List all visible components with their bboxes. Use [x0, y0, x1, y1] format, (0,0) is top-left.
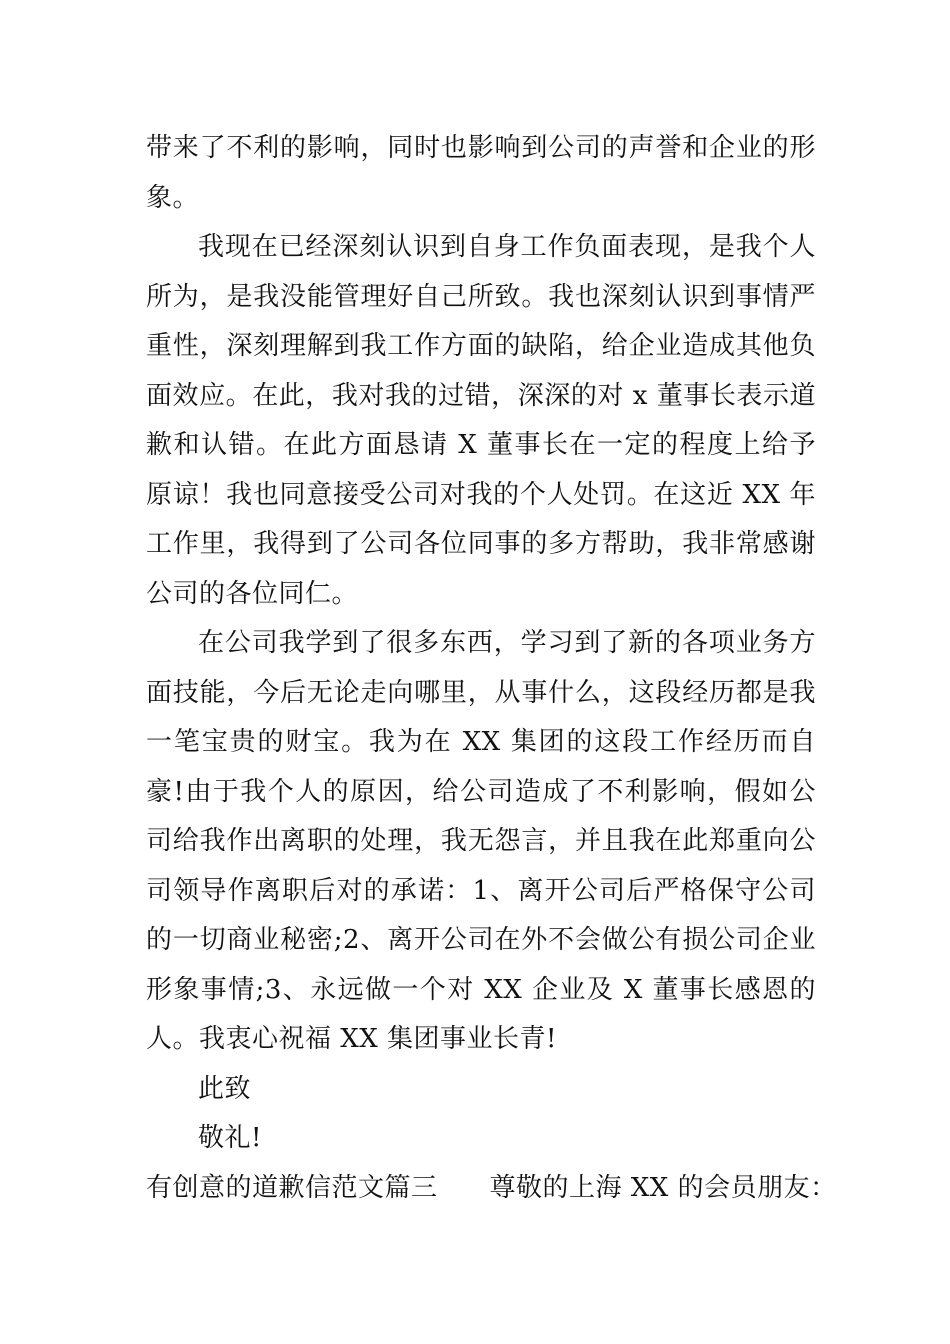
next-section-salutation: 尊敬的上海 XX 的会员朋友： — [489, 1172, 837, 1203]
paragraph-apology: 我现在已经深刻认识到自身工作负面表现，是我个人所为，是我没能管理好自己所致。我也深刻认识到事情严重性，深刻理解到我工作方面的缺陷，给企业造成其他负面效应。在此，我对我的过错，深深的对 x 董事长表示道歉和认错。在此方面恳请 X 董事长在一定的程度上给予原谅！我也同意接受公司对我的个人处罚。在这近 XX 年工作里，我得到了公司各位同事的多方帮助，我非常感谢公司的各位同仁。 — [146, 232, 816, 609]
next-section-line — [146, 1164, 837, 1214]
closing-greeting: 此致 — [198, 1073, 252, 1104]
paragraph-commitment: 在公司我学到了很多东西，学习到了新的各项业务方面技能，今后无论走向哪里，从事什么，这段经历都是我一笔宝贵的财宝。我为在 XX 集团的这段工作经历而自豪!由于我个人的原因，给公司造成了不利影响，假如公司给我作出离职的处理，我无怨言，并且我在此郑重向公司领导作离职后对的承诺：1、离开公司后严格保守公司的一切商业秘密;2、离开公司在外不会做公有损公司企业形象事情;3、永远做一个对 XX 企业及 X 董事长感恩的人。我衷心祝福 XX 集团事业长青! — [146, 628, 816, 1054]
closing-salute: 敬礼! — [198, 1123, 262, 1153]
paragraph-continuation: 带来了不利的影响，同时也影响到公司的声誉和企业的形象。 — [146, 133, 816, 213]
document-body — [146, 124, 837, 1213]
next-section-title: 有创意的道歉信范文篇三 — [146, 1172, 438, 1203]
